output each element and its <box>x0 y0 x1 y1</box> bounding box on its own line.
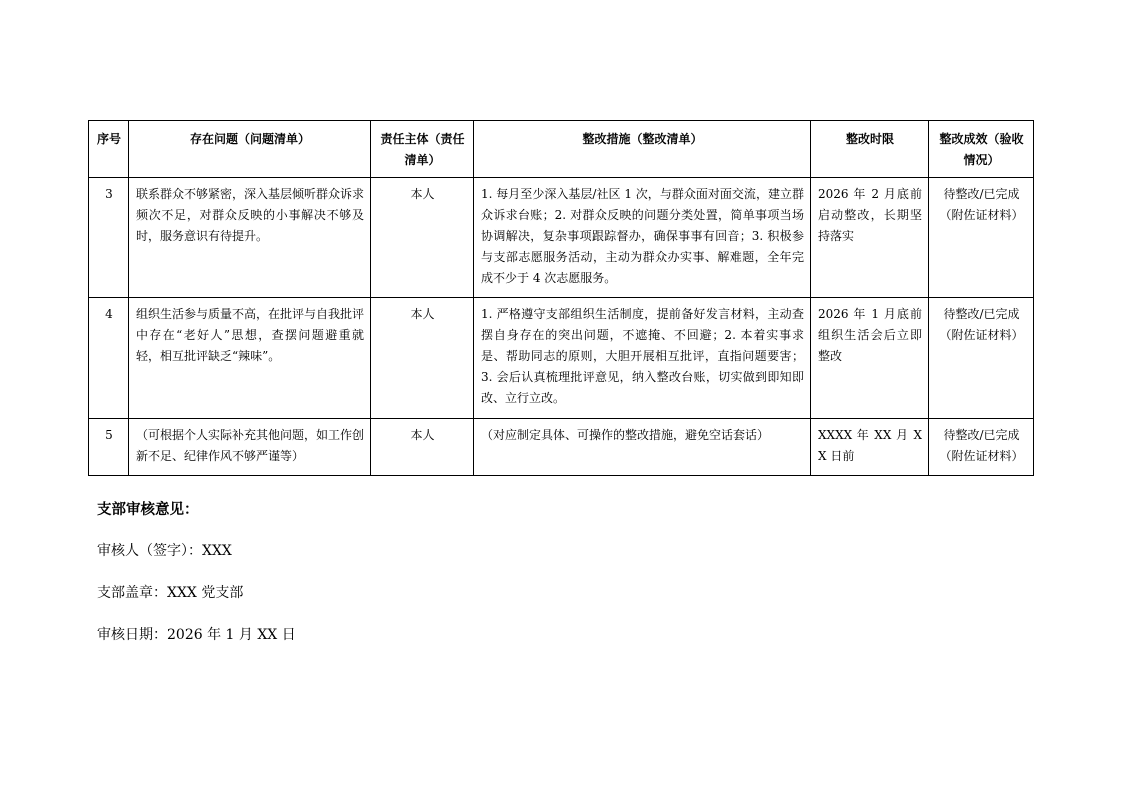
branch-review-section <box>97 498 296 646</box>
cell-result: 待整改/已完成（附佐证材料） <box>929 419 1034 476</box>
reviewer-signature: 审核人（签字）：XXX <box>97 543 232 559</box>
cell-problem: 联系群众不够紧密，深入基层倾听群众诉求频次不足，对群众反映的小事解决不够及时，服务意识有待提升。 <box>129 178 371 298</box>
header-problem: 存在问题（问题清单） <box>129 121 371 178</box>
table-row <box>89 178 1034 298</box>
cell-problem: 组织生活参与质量不高，在批评与自我批评中存在“老好人”思想，查摆问题避重就轻，相互批评缺乏“辣味”。 <box>129 298 371 419</box>
header-seq: 序号 <box>89 121 129 178</box>
branch-seal: 支部盖章：XXX 党支部 <box>97 585 244 601</box>
header-deadline: 整改时限 <box>811 121 929 178</box>
cell-problem: （可根据个人实际补充其他问题，如工作创新不足、纪律作风不够严谨等） <box>129 419 371 476</box>
cell-deadline: 2026 年 2 月底前启动整改，长期坚持落实 <box>811 178 929 298</box>
table-header-row <box>89 121 1034 178</box>
table-row <box>89 419 1034 476</box>
cell-measures: 1. 每月至少深入基层/社区 1 次，与群众面对面交流，建立群众诉求台账；2. 对群众反映的问题分类处置，简单事项当场协调解决，复杂事项跟踪督办，确保事事有回音；3. 积极参与支部志愿服务活动，主动为群众办实事、解难题，全年完成不少于 4 次志愿服务。 <box>474 178 811 298</box>
cell-result: 待整改/已完成（附佐证材料） <box>929 298 1034 419</box>
table-row <box>89 298 1034 419</box>
cell-responsible: 本人 <box>371 178 474 298</box>
cell-responsible: 本人 <box>371 298 474 419</box>
cell-deadline: 2026 年 1 月底前组织生活会后立即整改 <box>811 298 929 419</box>
cell-seq: 4 <box>89 298 129 419</box>
cell-measures: （对应制定具体、可操作的整改措施，避免空话套话） <box>474 419 811 476</box>
cell-deadline: XXXX 年 XX 月 XX 日前 <box>811 419 929 476</box>
cell-measures: 1. 严格遵守支部组织生活制度，提前备好发言材料，主动查摆自身存在的突出问题，不遮掩、不回避；2. 本着实事求是、帮助同志的原则，大胆开展相互批评，直指问题要害；3. 会后认真梳理批评意见，纳入整改台账，切实做到即知即改、立行立改。 <box>474 298 811 419</box>
cell-result: 待整改/已完成（附佐证材料） <box>929 178 1034 298</box>
review-date: 审核日期：2026 年 1 月 XX 日 <box>97 627 296 643</box>
header-result: 整改成效（验收情况） <box>929 121 1034 178</box>
cell-seq: 3 <box>89 178 129 298</box>
header-measures: 整改措施（整改清单） <box>474 121 811 178</box>
cell-seq: 5 <box>89 419 129 476</box>
rectification-table <box>88 120 1034 476</box>
cell-responsible: 本人 <box>371 419 474 476</box>
review-title: 支部审核意见： <box>97 501 199 518</box>
header-responsible: 责任主体（责任清单） <box>371 121 474 178</box>
